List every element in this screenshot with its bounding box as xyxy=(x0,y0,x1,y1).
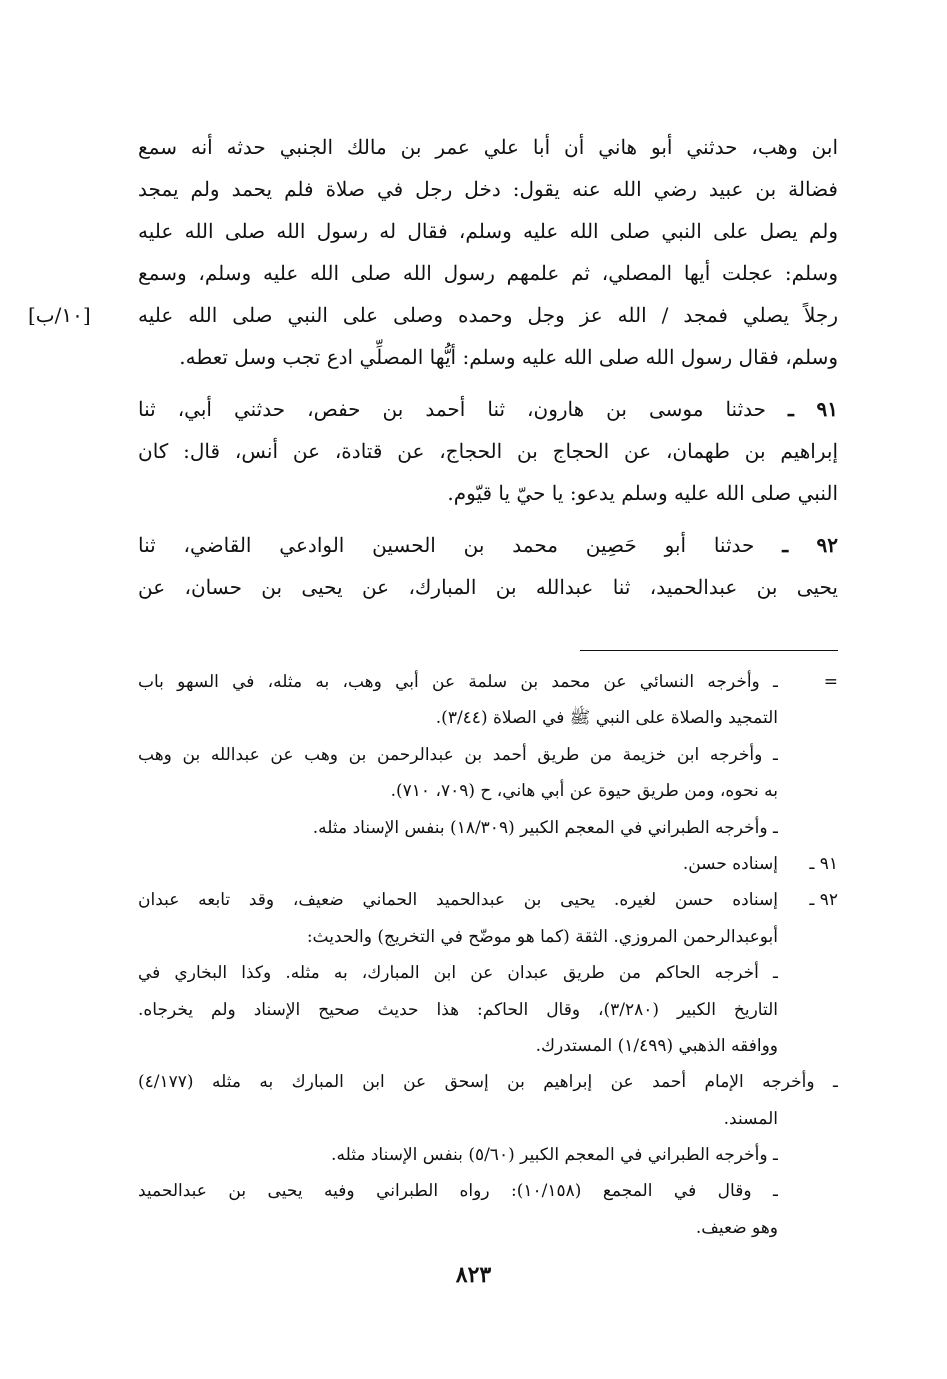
footnote-text: إسناده حسن لغيره. يحيى بن عبدالحميد الحماني ضعيف، وقد تابعه عبدان xyxy=(138,890,778,911)
folio-marker: [١٠/ب] xyxy=(28,303,91,327)
footnote-text: وهو ضعيف. xyxy=(695,1217,778,1238)
footnote-number: ٩٢ ـ xyxy=(809,890,838,911)
hadith-number: ٩١ ـ xyxy=(788,397,838,421)
footnote-line xyxy=(138,1210,838,1246)
footnote-line xyxy=(138,992,838,1028)
footnote-text: ـ وأخرجه الإمام أحمد عن إبراهيم بن إسحق عن ابن المبارك به مثله (٤/١٧٧) xyxy=(138,1072,838,1093)
text-line: وسلم: عجلت أيها المصلي، ثم علمهم رسول الله صلى الله عليه وسلم، وسمع xyxy=(138,261,838,285)
footnote-number: ٩١ ـ xyxy=(809,853,838,874)
hadith-text: حدثنا موسى بن هارون، ثنا أحمد بن حفص، حدثني أبي، ثنا xyxy=(138,397,767,421)
footnote-text: ـ أخرجه الحاكم من طريق عبدان عن ابن المبارك، به مثله. وكذا البخاري في xyxy=(138,963,778,984)
text-line: وسلم، فقال رسول الله صلى الله عليه وسلم: أيُّها المصلِّي ادع تجب وسل تعطه. xyxy=(179,345,838,369)
footnote-line xyxy=(138,919,838,955)
footnote-text: المسند. xyxy=(723,1108,778,1129)
text-line: ابن وهب، حدثني أبو هاني أن أبا علي عمر بن مالك الجنبي حدثه أنه سمع xyxy=(138,135,838,159)
text-line: ولم يصل على النبي صلى الله عليه وسلم، فقال له رسول الله صلى الله عليه xyxy=(138,219,838,243)
hadith-91-line: النبي صلى الله عليه وسلم يدعو: يا حيّ يا قيّوم. xyxy=(447,481,838,505)
footnote-divider xyxy=(580,650,838,651)
footnote-text: ـ وأخرجه الطبراني في المعجم الكبير (١٨/٣٠٩) بنفس الإسناد مثله. xyxy=(312,817,778,838)
footnote-line xyxy=(138,1101,838,1137)
footnotes-block xyxy=(138,664,838,1246)
footnote-line xyxy=(138,810,838,846)
footnote-line xyxy=(138,1064,838,1100)
hadith-92-line xyxy=(138,524,838,566)
continuation-mark: = xyxy=(823,672,838,692)
footnote-text: ووافقه الذهبي (١/٤٩٩) المستدرك. xyxy=(535,1035,778,1056)
footnote-line xyxy=(138,664,838,700)
page-number: ٨٢٣ xyxy=(455,1262,492,1288)
hadith-number: ٩٢ ـ xyxy=(782,533,838,557)
footnote-line xyxy=(138,1173,838,1209)
footnote-text: ـ وأخرجه الطبراني في المعجم الكبير (٥/٦٠) بنفس الإسناد مثله. xyxy=(331,1145,778,1166)
footnote-text: ـ وأخرجه النسائي عن محمد بن سلمة عن أبي وهب، به مثله، في السهو باب xyxy=(138,672,778,692)
footnote-text: ـ وقال في المجمع (١٠/١٥٨): رواه الطبراني وفيه يحيى بن عبدالحميد xyxy=(138,1181,778,1202)
hadith-91-line: إبراهيم بن طهمان، عن الحجاج بن الحجاج، عن قتادة، عن أنس، قال: كان xyxy=(138,439,838,463)
footnote-text: ـ وأخرجه ابن خزيمة من طريق أحمد بن عبدالرحمن بن وهب عن عبدالله بن وهب xyxy=(138,744,778,765)
hadith-text: حدثنا أبو حَصِين محمد بن الحسين الوادعي القاضي، ثنا xyxy=(138,533,755,557)
footnote-line xyxy=(138,1028,838,1064)
hadith-91-line xyxy=(138,388,838,430)
main-text-block xyxy=(138,126,838,608)
footnote-text: التاريخ الكبير (٣/٢٨٠)، وقال الحاكم: هذا حديث صحيح الإسناد ولم يخرجاه. xyxy=(138,999,778,1020)
footnote-line xyxy=(138,700,838,736)
footnote-line xyxy=(138,955,838,991)
footnote-91 xyxy=(138,846,838,882)
text-line: رجلاً يصلي فمجد / الله عز وجل وحمده وصلى على النبي صلى الله عليه xyxy=(138,303,838,327)
footnote-text: التمجيد والصلاة على النبي ﷺ في الصلاة (٣/٤٤). xyxy=(435,708,778,729)
footnote-text: إسناده حسن. xyxy=(682,853,778,874)
text-line: فضالة بن عبيد رضي الله عنه يقول: دخل رجل في صلاة فلم يحمد ولم يمجد xyxy=(138,177,838,201)
footnote-text: به نحوه، ومن طريق حيوة عن أبي هاني، ح (٧٠٩، ٧١٠). xyxy=(390,781,778,802)
footnote-line xyxy=(138,773,838,809)
footnote-line xyxy=(138,737,838,773)
footnote-line xyxy=(138,1137,838,1173)
footnote-text: أبوعبدالرحمن المروزي. الثقة (كما هو موضّح في التخريج) والحديث: xyxy=(306,926,778,947)
footnote-92 xyxy=(138,882,838,918)
hadith-92-line: يحيى بن عبدالحميد، ثنا عبدالله بن المبارك، عن يحيى بن حسان، عن xyxy=(138,575,838,599)
